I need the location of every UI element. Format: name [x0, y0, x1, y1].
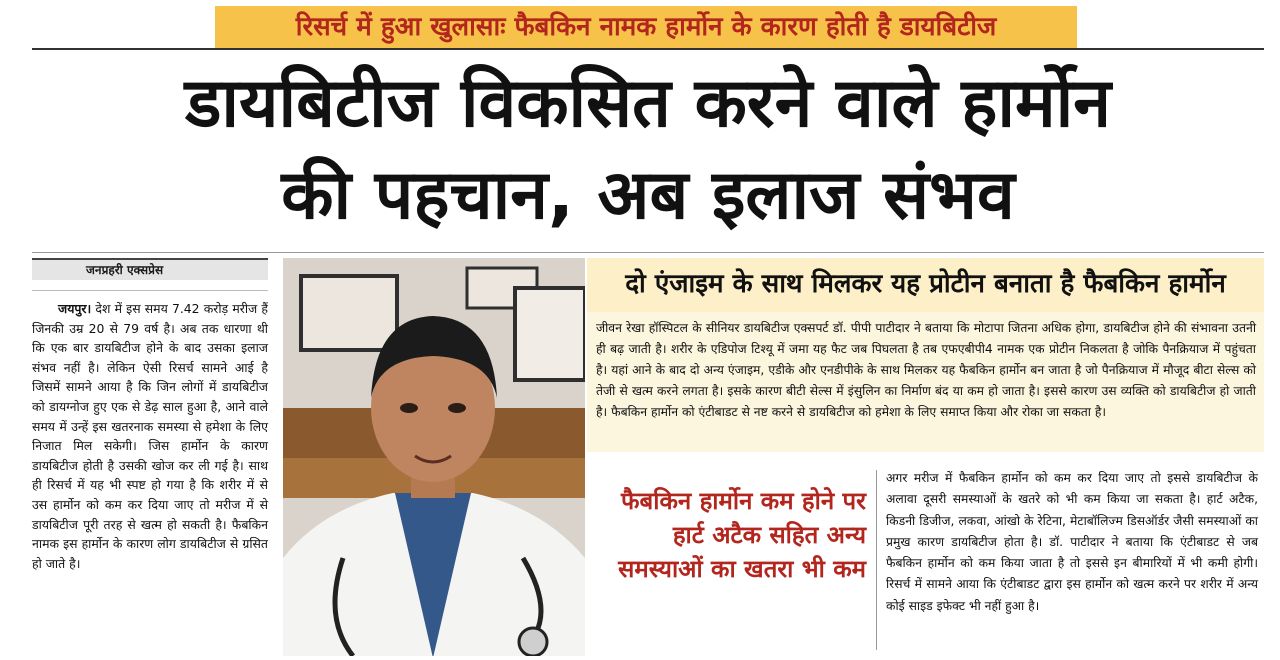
subhead-box	[587, 258, 1264, 314]
section-rule	[32, 252, 1264, 253]
kicker-text: रिसर्च में हुआ खुलासाः फैबकिन नामक हार्मोन के कारण होती है डायबिटीज	[215, 6, 1077, 48]
left-article-text: देश में इस समय 7.42 करोड़ मरीज हैं जिनकी उम्र 20 से 79 वर्ष है। अब तक धारणा थी कि एक बार डायबिटीज होने के बाद उसका इलाज संभव नहीं है। लेकिन ऐसी रिसर्च सामने आई है जिसमें सामने आया है कि जिन लोगों में डायबिटीज को डायग्नोज हुए एक से डेढ़ साल हुआ है, आने वाले समय में उन्हें इस खतरनाक समस्या से हमेशा के लिए निजात मिल सकेगी। जिस हार्मोन के कारण डायबिटीज होती है उसकी खोज कर ली गई है। साथ ही रिसर्च में यह भी स्पष्ट हो गया है कि शरीर में से उस हार्मोन को कम कर दिया जाए तो मरीज में से डायबिटीज पूरी तरह से खत्म हो सकती है। फैबकिन नामक इस हार्मोन के कारण लोग डायबिटीज से ग्रसित हो जाते है।	[32, 301, 268, 571]
byline-divider	[32, 280, 268, 291]
left-article-body	[32, 299, 268, 573]
byline: जनप्रहरी एक्सप्रेस	[32, 258, 268, 280]
top-rule	[32, 48, 1264, 50]
headline-line-2: की पहचान, अब इलाज संभव	[281, 156, 1015, 235]
kicker-bar	[0, 0, 1280, 52]
right-top-article-body: जीवन रेखा हॉस्पिटल के सीनियर डायबिटीज एक्सपर्ट डॉ. पीपी पाटीदार ने बताया कि मोटापा जितना अधिक होगा, डायबिटीज होने की संभावना उतनी ही बढ़ जाती है। शरीर के एडिपोज टिश्यू में जमा यह फैट जब पिघलता है तब एफएबीपी4 नामक एक प्रोटीन निकलता है जोकि पैनक्रियाज में पहुंचता है। यहां आने के बाद दो अन्य एंजाइम, एडीके और एनडीपीके के साथ मिलकर यह फैबकिन हार्मोन बन जाता है जो पैनक्रियाज में मौजूद बीटा सेल्स को तेजी से खत्म करने लगता है। इसके कारण बीटी सेल्स में इंसुलिन का निर्माण बंद या कम हो जाता है। इससे कारण उस व्यक्ति को डायबिटीज हो जाती है। फैबकिन हार्मोन को एंटीबाडट से नष्ट करने से डायबिटीज को हमेशा के लिए समाप्त किया और रोका जा सकता है।	[596, 321, 1256, 419]
pull-quote: फैबकिन हार्मोन कम होने पर हार्ट अटैक सहित अन्य समस्याओं का खतरा भी कम	[618, 487, 866, 583]
doctor-photo	[283, 258, 585, 656]
left-column	[32, 258, 268, 658]
headline	[32, 58, 1264, 248]
dateline: जयपुर।	[58, 301, 92, 316]
pull-quote-divider	[876, 470, 877, 650]
subhead: दो एंजाइम के साथ मिलकर यह प्रोटीन बनाता है फैबकिन हार्मोन	[625, 269, 1226, 299]
headline-line-1: डायबिटीज विकसित करने वाले हार्मोन	[185, 64, 1111, 143]
doctor-portrait-image	[283, 258, 585, 656]
right-bottom-article-body: अगर मरीज में फैबकिन हार्मोन को कम कर दिया जाए तो इससे डायबिटीज के अलावा दूसरी समस्याओं के खतरे को भी कम किया जा सकता है। हार्ट अटैक, किडनी डिजीज, लकवा, आंखो के रेटिना, मेटाबॉलिज्म डिसऑर्डर जैसी समस्याओं का प्रमुख कारण डायबिटीज होता है। डॉ. पाटीदार ने बताया कि एंटीबाडट से जब फैबकिन हार्मोन को कम किया जाता है तो इससे इन बीमारियों में भी कमी होगी। रिसर्च में सामने आया कि एंटीबाडट द्वारा इस हार्मोन को खत्म करने पर शरीर में अन्य कोई साइड इफेक्ट भी नहीं हुआ है।	[886, 471, 1258, 613]
